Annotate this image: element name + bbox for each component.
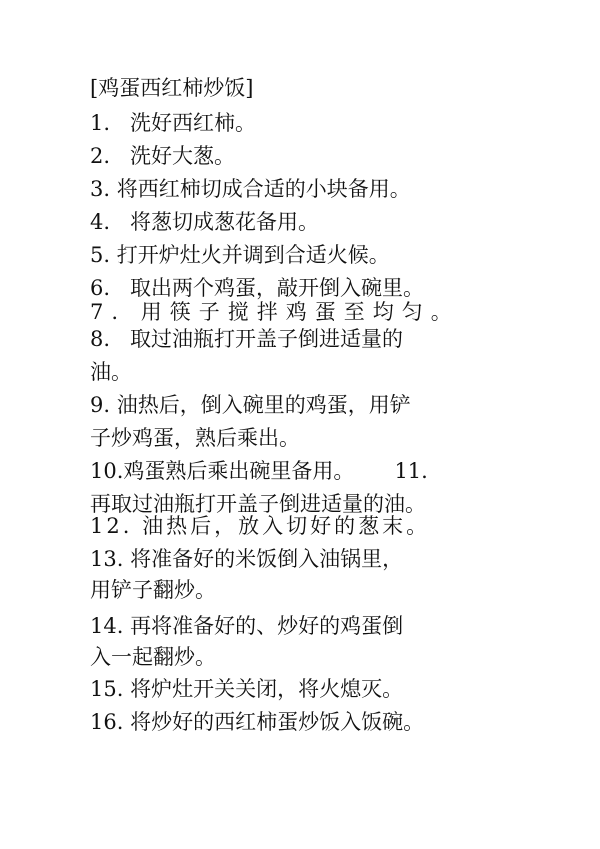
step-line: 子炒鸡蛋，熟后乘出。 [90,426,300,450]
step-line: 3. 将西红柿切成合适的小块备用。 [90,177,411,201]
step-line: 入一起翻炒。 [90,645,216,669]
step-line: 9. 油热后，倒入碗里的鸡蛋，用铲 [90,393,411,417]
step-line: 8. 取过油瓶打开盖子倒进适量的 [90,327,404,351]
step-line: 14. 再将准备好的、炒好的鸡蛋倒 [90,614,404,638]
step-line: 5. 打开炉灶火并调到合适火候。 [90,243,390,267]
step-line: 15. 将炉灶开关关闭，将火熄灭。 [90,677,404,701]
step-line: 4. 将葱切成葱花备用。 [90,210,320,234]
step-line: 12. 油热后，放入切好的葱末。 [90,514,431,538]
step-line: 10.鸡蛋熟后乘出碗里备用。 11. [90,459,428,483]
step-line: 油。 [90,360,132,384]
step-line: 1. 洗好西红柿。 [90,111,257,135]
step-line: 6. 取出两个鸡蛋，敲开倒入碗里。 [90,276,425,300]
recipe-title: [鸡蛋西红柿炒饭] [90,76,254,100]
step-line: 13. 将准备好的米饭倒入油锅里， [90,547,404,571]
step-line: 2. 洗好大葱。 [90,144,236,168]
step-line: 用铲子翻炒。 [90,578,216,602]
step-line: 再取过油瓶打开盖子倒进适量的油。 [90,492,426,516]
step-line: 7. 用筷子搅拌鸡蛋至均匀。 [90,300,460,324]
step-line: 16. 将炒好的西红柿蛋炒饭入饭碗。 [90,710,425,734]
